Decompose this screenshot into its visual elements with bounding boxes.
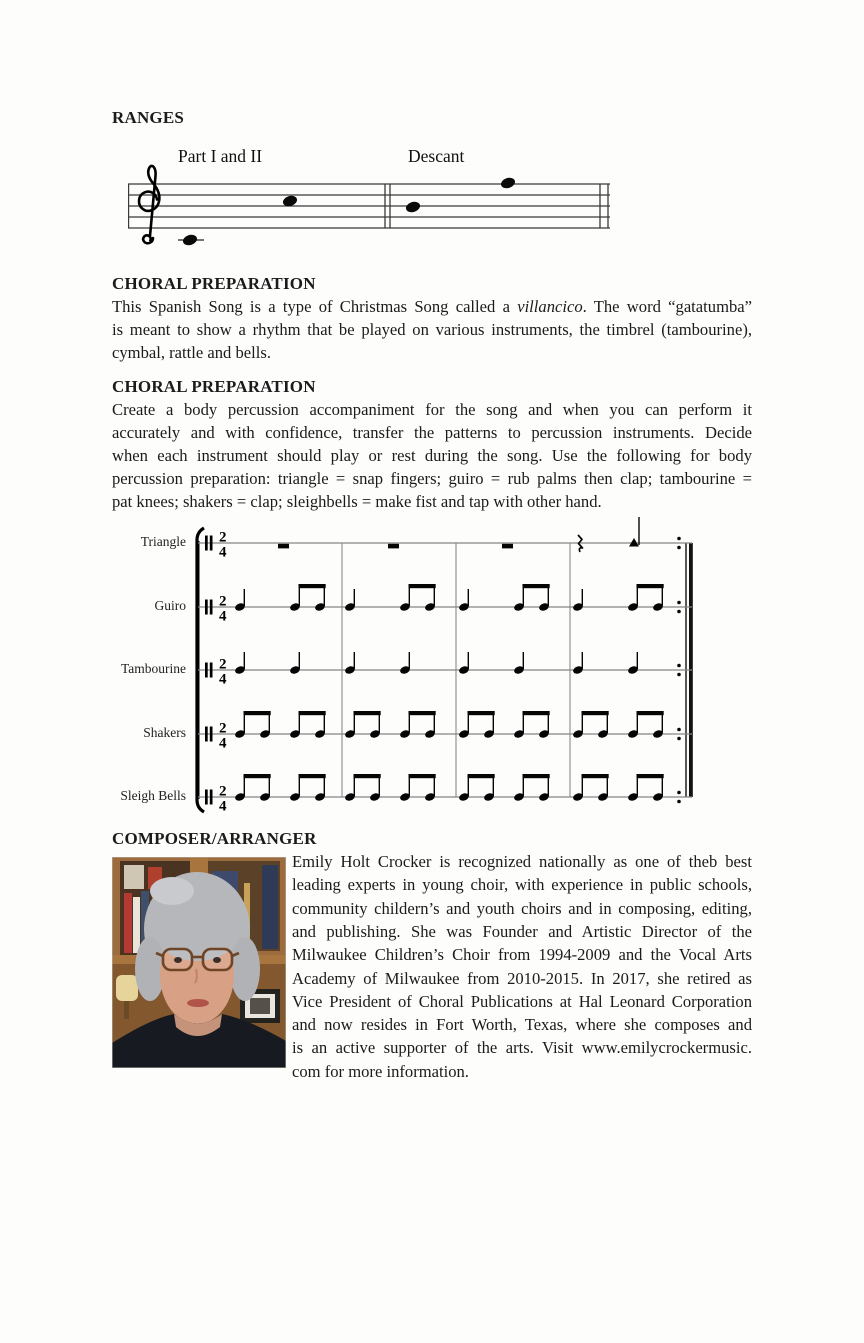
svg-text:4: 4: [219, 544, 227, 561]
prep2-line-3: when each instrument should play or rest during the song. Use the following for body: [112, 446, 752, 465]
prep1-line-1: [112, 297, 752, 317]
composer-heading: COMPOSER/ARRANGER: [112, 829, 317, 848]
svg-text:2: 2: [219, 593, 227, 610]
bio-line-1: Emily Holt Crocker is recognized nationally as one of theb best: [292, 852, 752, 871]
ranges-staff: [120, 140, 620, 265]
prep1-line1-post: . The word “gatatumba”: [582, 297, 752, 316]
svg-text:4: 4: [219, 671, 227, 688]
prep1-line1-italic: villancico: [517, 297, 583, 316]
prep1-line-3: cymbal, rattle and bells.: [112, 343, 271, 362]
bio-line-5: Milwaukee Children’s Choir from 1994-2009 and the Vocal Arts: [292, 945, 752, 964]
choral-prep-1-heading: CHORAL PREPARATION: [112, 274, 316, 293]
instrument-label-guiro: Guiro: [154, 598, 186, 613]
note-high-descant: [500, 176, 517, 190]
note-low-descant: [405, 200, 422, 214]
percussion-score-svg: [188, 515, 700, 820]
bio-line-3: community childern’s and youth choirs and in composing, editing,: [292, 899, 752, 918]
range-notes: [182, 176, 517, 247]
bio-line-6: Academy of Milwaukee from 2010-2015. In 2017, she retired as: [292, 969, 752, 988]
svg-text:2: 2: [219, 656, 227, 673]
note-low-part12: [182, 233, 199, 247]
instrument-label-tambourine: Tambourine: [120, 661, 186, 676]
bio-line-10: com for more information.: [292, 1062, 469, 1081]
descant-label: Descant: [408, 146, 465, 166]
staff-lines: [128, 184, 610, 228]
prep2-line-5: pat knees; shakers = clap; sleighbells = make fist and tap with other hand.: [112, 492, 602, 511]
bio-line-7: Vice President of Choral Publications at Hal Leonard Corporation: [292, 992, 752, 1011]
prep1-line1-pre: This Spanish Song is a type of Christmas Song called a: [112, 297, 518, 316]
composer-photo: [112, 857, 286, 1068]
treble-clef-icon: [139, 166, 159, 243]
svg-text:2: 2: [219, 529, 227, 546]
svg-text:4: 4: [219, 608, 227, 625]
svg-text:4: 4: [219, 798, 227, 815]
choral-prep-2-heading: CHORAL PREPARATION: [112, 377, 316, 396]
instrument-label-triangle: Triangle: [140, 534, 186, 549]
lamp: [116, 975, 138, 1001]
bio-line-8: and now resides in Fort Worth, Texas, where she composes and: [292, 1015, 752, 1034]
instrument-label-sleighbells: Sleigh Bells: [120, 788, 186, 803]
prep2-line-4: percussion preparation: triangle = snap fingers; guiro = rub palms then clap; tambourine =: [112, 469, 752, 488]
bio-line-9: is an active supporter of the arts. Visit www.emilycrockermusic.: [292, 1038, 752, 1057]
bio-line-4: and publishing. She was Founder and Artistic Director of the: [292, 922, 752, 941]
part-1-2-label: Part I and II: [178, 146, 263, 166]
instrument-label-shakers: Shakers: [143, 725, 186, 740]
svg-text:2: 2: [219, 720, 227, 737]
prep1-line-2: is meant to show a rhythm that be played on various instruments, the timbrel (tambourine),: [112, 320, 752, 339]
prep2-line-1: Create a body percussion accompaniment for the song and when you can perform it: [112, 400, 752, 419]
svg-text:4: 4: [219, 735, 227, 752]
ranges-heading: RANGES: [112, 108, 185, 127]
prep2-line-2: accurately and with confidence, transfer the patterns to percussion instruments. Decide: [112, 423, 752, 442]
bio-line-2: leading experts in young choir, with experience in public schools,: [292, 875, 752, 894]
svg-text:2: 2: [219, 783, 227, 800]
